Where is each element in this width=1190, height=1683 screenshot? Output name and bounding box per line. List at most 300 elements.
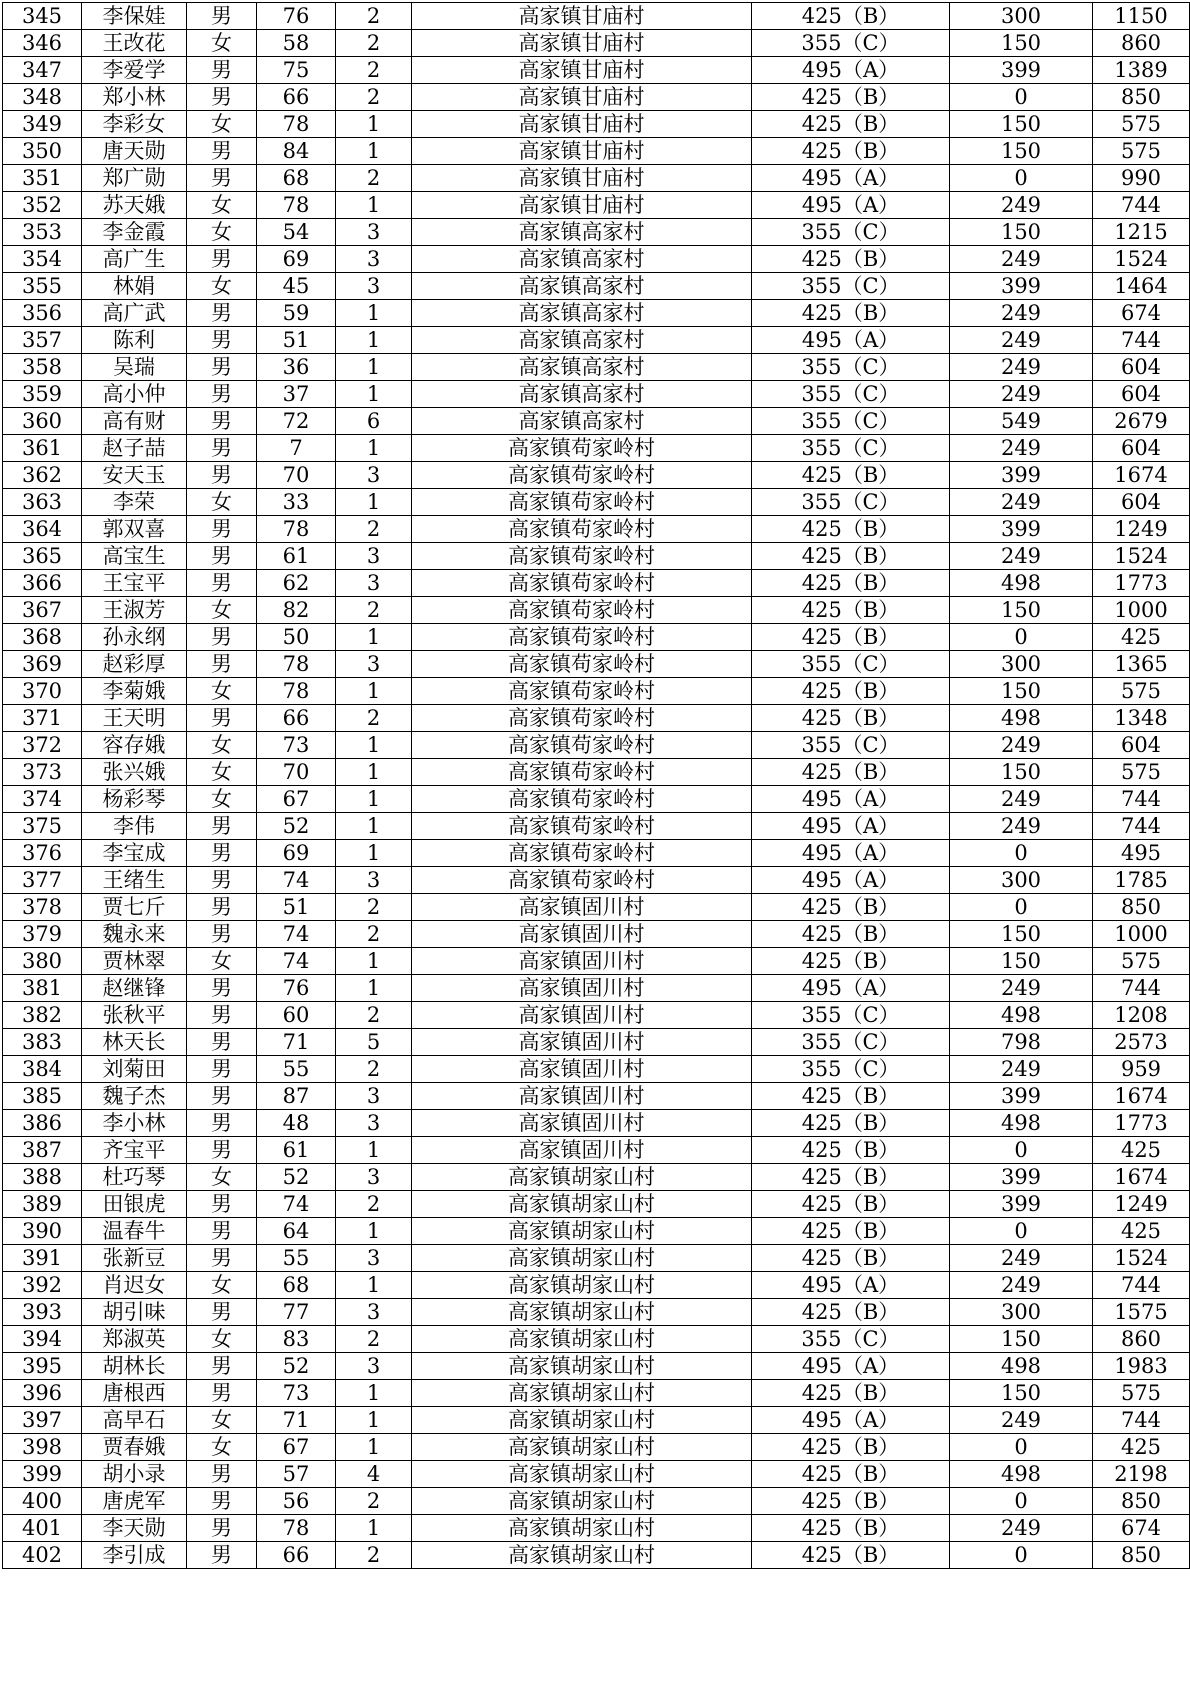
age-cell: 36 <box>257 354 336 381</box>
household-size-cell: 1 <box>336 1272 412 1299</box>
name-cell: 高广生 <box>82 246 187 273</box>
standard-cell: 425（B） <box>752 1218 950 1245</box>
total-cell: 850 <box>1093 894 1190 921</box>
table-row <box>3 1542 1190 1569</box>
household-size-cell: 2 <box>336 1326 412 1353</box>
subsidy-cell: 150 <box>950 948 1093 975</box>
gender-cell: 男 <box>187 840 257 867</box>
subsidy-cell: 399 <box>950 1083 1093 1110</box>
row-number: 348 <box>3 84 82 111</box>
total-cell: 604 <box>1093 354 1190 381</box>
village-cell: 高家镇胡家山村 <box>412 1542 752 1569</box>
standard-cell: 495（A） <box>752 975 950 1002</box>
total-cell: 744 <box>1093 975 1190 1002</box>
household-size-cell: 1 <box>336 975 412 1002</box>
name-cell: 高有财 <box>82 408 187 435</box>
village-cell: 高家镇苟家岭村 <box>412 759 752 786</box>
village-cell: 高家镇苟家岭村 <box>412 543 752 570</box>
gender-cell: 女 <box>187 273 257 300</box>
age-cell: 56 <box>257 1488 336 1515</box>
gender-cell: 男 <box>187 1353 257 1380</box>
total-cell: 575 <box>1093 1380 1190 1407</box>
table-row <box>3 1326 1190 1353</box>
total-cell: 1674 <box>1093 1083 1190 1110</box>
standard-cell: 425（B） <box>752 894 950 921</box>
gender-cell: 男 <box>187 543 257 570</box>
row-number: 363 <box>3 489 82 516</box>
age-cell: 55 <box>257 1056 336 1083</box>
age-cell: 78 <box>257 192 336 219</box>
subsidy-cell: 249 <box>950 354 1093 381</box>
village-cell: 高家镇甘庙村 <box>412 30 752 57</box>
table-row <box>3 192 1190 219</box>
gender-cell: 男 <box>187 327 257 354</box>
total-cell: 1000 <box>1093 921 1190 948</box>
age-cell: 52 <box>257 813 336 840</box>
row-number: 359 <box>3 381 82 408</box>
standard-cell: 425（B） <box>752 705 950 732</box>
household-size-cell: 3 <box>336 273 412 300</box>
table-row <box>3 165 1190 192</box>
row-number: 360 <box>3 408 82 435</box>
total-cell: 1365 <box>1093 651 1190 678</box>
village-cell: 高家镇胡家山村 <box>412 1407 752 1434</box>
total-cell: 1773 <box>1093 570 1190 597</box>
age-cell: 69 <box>257 840 336 867</box>
total-cell: 990 <box>1093 165 1190 192</box>
row-number: 351 <box>3 165 82 192</box>
table-row <box>3 1137 1190 1164</box>
total-cell: 1215 <box>1093 219 1190 246</box>
standard-cell: 355（C） <box>752 1002 950 1029</box>
table-row <box>3 1056 1190 1083</box>
subsidy-cell: 0 <box>950 840 1093 867</box>
name-cell: 唐天勋 <box>82 138 187 165</box>
standard-cell: 495（A） <box>752 813 950 840</box>
standard-cell: 425（B） <box>752 462 950 489</box>
row-number: 389 <box>3 1191 82 1218</box>
household-size-cell: 2 <box>336 57 412 84</box>
gender-cell: 男 <box>187 138 257 165</box>
household-size-cell: 2 <box>336 30 412 57</box>
name-cell: 田银虎 <box>82 1191 187 1218</box>
age-cell: 64 <box>257 1218 336 1245</box>
table-row <box>3 273 1190 300</box>
village-cell: 高家镇苟家岭村 <box>412 867 752 894</box>
age-cell: 70 <box>257 462 336 489</box>
subsidy-cell: 249 <box>950 246 1093 273</box>
age-cell: 52 <box>257 1164 336 1191</box>
age-cell: 60 <box>257 1002 336 1029</box>
table-row <box>3 1272 1190 1299</box>
name-cell: 孙永纲 <box>82 624 187 651</box>
gender-cell: 男 <box>187 1056 257 1083</box>
name-cell: 李爱学 <box>82 57 187 84</box>
subsidy-cell: 249 <box>950 489 1093 516</box>
household-size-cell: 2 <box>336 1002 412 1029</box>
subsidy-cell: 399 <box>950 462 1093 489</box>
gender-cell: 女 <box>187 192 257 219</box>
table-row <box>3 894 1190 921</box>
total-cell: 495 <box>1093 840 1190 867</box>
total-cell: 575 <box>1093 948 1190 975</box>
village-cell: 高家镇高家村 <box>412 219 752 246</box>
name-cell: 魏永来 <box>82 921 187 948</box>
village-cell: 高家镇胡家山村 <box>412 1164 752 1191</box>
row-number: 365 <box>3 543 82 570</box>
standard-cell: 425（B） <box>752 1083 950 1110</box>
household-size-cell: 2 <box>336 894 412 921</box>
name-cell: 杜巧琴 <box>82 1164 187 1191</box>
village-cell: 高家镇固川村 <box>412 1110 752 1137</box>
total-cell: 425 <box>1093 1137 1190 1164</box>
name-cell: 李荣 <box>82 489 187 516</box>
household-size-cell: 1 <box>336 840 412 867</box>
row-number: 385 <box>3 1083 82 1110</box>
row-number: 394 <box>3 1326 82 1353</box>
subsidy-cell: 150 <box>950 678 1093 705</box>
total-cell: 604 <box>1093 732 1190 759</box>
table-row <box>3 1083 1190 1110</box>
total-cell: 850 <box>1093 1488 1190 1515</box>
household-size-cell: 2 <box>336 597 412 624</box>
village-cell: 高家镇苟家岭村 <box>412 651 752 678</box>
household-size-cell: 3 <box>336 1164 412 1191</box>
household-size-cell: 2 <box>336 84 412 111</box>
total-cell: 1000 <box>1093 597 1190 624</box>
household-size-cell: 2 <box>336 1056 412 1083</box>
standard-cell: 355（C） <box>752 1056 950 1083</box>
standard-cell: 355（C） <box>752 273 950 300</box>
village-cell: 高家镇固川村 <box>412 1056 752 1083</box>
total-cell: 744 <box>1093 327 1190 354</box>
total-cell: 1389 <box>1093 57 1190 84</box>
village-cell: 高家镇甘庙村 <box>412 192 752 219</box>
standard-cell: 355（C） <box>752 435 950 462</box>
table-row <box>3 1164 1190 1191</box>
row-number: 358 <box>3 354 82 381</box>
total-cell: 575 <box>1093 759 1190 786</box>
age-cell: 74 <box>257 1191 336 1218</box>
name-cell: 高早石 <box>82 1407 187 1434</box>
name-cell: 肖迟女 <box>82 1272 187 1299</box>
standard-cell: 425（B） <box>752 1245 950 1272</box>
table-row <box>3 219 1190 246</box>
gender-cell: 男 <box>187 1002 257 1029</box>
table-row <box>3 678 1190 705</box>
row-number: 368 <box>3 624 82 651</box>
row-number: 369 <box>3 651 82 678</box>
village-cell: 高家镇胡家山村 <box>412 1380 752 1407</box>
household-size-cell: 3 <box>336 246 412 273</box>
subsidy-cell: 498 <box>950 1353 1093 1380</box>
household-size-cell: 1 <box>336 138 412 165</box>
standard-cell: 425（B） <box>752 84 950 111</box>
standard-cell: 425（B） <box>752 1110 950 1137</box>
name-cell: 李菊娥 <box>82 678 187 705</box>
name-cell: 齐宝平 <box>82 1137 187 1164</box>
age-cell: 70 <box>257 759 336 786</box>
household-size-cell: 2 <box>336 705 412 732</box>
gender-cell: 男 <box>187 1029 257 1056</box>
name-cell: 苏天娥 <box>82 192 187 219</box>
village-cell: 高家镇苟家岭村 <box>412 516 752 543</box>
row-number: 346 <box>3 30 82 57</box>
village-cell: 高家镇高家村 <box>412 300 752 327</box>
table-row <box>3 1353 1190 1380</box>
table-row <box>3 840 1190 867</box>
village-cell: 高家镇固川村 <box>412 975 752 1002</box>
subsidy-cell: 0 <box>950 1137 1093 1164</box>
name-cell: 赵继锋 <box>82 975 187 1002</box>
age-cell: 76 <box>257 975 336 1002</box>
name-cell: 李宝成 <box>82 840 187 867</box>
household-size-cell: 1 <box>336 759 412 786</box>
age-cell: 71 <box>257 1029 336 1056</box>
household-size-cell: 1 <box>336 624 412 651</box>
standard-cell: 425（B） <box>752 1515 950 1542</box>
household-size-cell: 6 <box>336 408 412 435</box>
village-cell: 高家镇固川村 <box>412 894 752 921</box>
table-row <box>3 111 1190 138</box>
standard-cell: 425（B） <box>752 624 950 651</box>
village-cell: 高家镇苟家岭村 <box>412 732 752 759</box>
gender-cell: 男 <box>187 1542 257 1569</box>
standard-cell: 355（C） <box>752 732 950 759</box>
total-cell: 1348 <box>1093 705 1190 732</box>
standard-cell: 495（A） <box>752 327 950 354</box>
standard-cell: 425（B） <box>752 1164 950 1191</box>
subsidy-cell: 150 <box>950 219 1093 246</box>
table-row <box>3 543 1190 570</box>
subsidy-cell: 498 <box>950 570 1093 597</box>
table-row <box>3 30 1190 57</box>
row-number: 400 <box>3 1488 82 1515</box>
age-cell: 73 <box>257 1380 336 1407</box>
standard-cell: 425（B） <box>752 543 950 570</box>
name-cell: 郑广勋 <box>82 165 187 192</box>
household-size-cell: 5 <box>336 1029 412 1056</box>
subsidy-cell: 249 <box>950 1272 1093 1299</box>
age-cell: 68 <box>257 165 336 192</box>
gender-cell: 男 <box>187 435 257 462</box>
gender-cell: 男 <box>187 57 257 84</box>
total-cell: 1773 <box>1093 1110 1190 1137</box>
name-cell: 李引成 <box>82 1542 187 1569</box>
name-cell: 唐根西 <box>82 1380 187 1407</box>
household-size-cell: 1 <box>336 948 412 975</box>
gender-cell: 男 <box>187 705 257 732</box>
standard-cell: 495（A） <box>752 165 950 192</box>
name-cell: 李天勋 <box>82 1515 187 1542</box>
village-cell: 高家镇苟家岭村 <box>412 489 752 516</box>
row-number: 402 <box>3 1542 82 1569</box>
age-cell: 83 <box>257 1326 336 1353</box>
row-number: 393 <box>3 1299 82 1326</box>
subsidy-cell: 150 <box>950 1326 1093 1353</box>
village-cell: 高家镇苟家岭村 <box>412 678 752 705</box>
age-cell: 67 <box>257 786 336 813</box>
village-cell: 高家镇胡家山村 <box>412 1218 752 1245</box>
row-number: 386 <box>3 1110 82 1137</box>
age-cell: 72 <box>257 408 336 435</box>
age-cell: 59 <box>257 300 336 327</box>
name-cell: 郑小林 <box>82 84 187 111</box>
name-cell: 安天玉 <box>82 462 187 489</box>
standard-cell: 495（A） <box>752 1272 950 1299</box>
subsidy-cell: 150 <box>950 1380 1093 1407</box>
table-row <box>3 759 1190 786</box>
name-cell: 贾七斤 <box>82 894 187 921</box>
table-row <box>3 57 1190 84</box>
total-cell: 1674 <box>1093 1164 1190 1191</box>
gender-cell: 女 <box>187 948 257 975</box>
gender-cell: 男 <box>187 921 257 948</box>
subsidy-cell: 798 <box>950 1029 1093 1056</box>
table-row <box>3 408 1190 435</box>
subsidy-cell: 150 <box>950 759 1093 786</box>
subsidy-cell: 0 <box>950 84 1093 111</box>
name-cell: 高广武 <box>82 300 187 327</box>
age-cell: 78 <box>257 651 336 678</box>
standard-cell: 495（A） <box>752 786 950 813</box>
household-size-cell: 1 <box>336 327 412 354</box>
name-cell: 胡引味 <box>82 1299 187 1326</box>
gender-cell: 男 <box>187 1110 257 1137</box>
subsidy-cell: 0 <box>950 1542 1093 1569</box>
name-cell: 吴瑞 <box>82 354 187 381</box>
age-cell: 62 <box>257 570 336 597</box>
standard-cell: 425（B） <box>752 138 950 165</box>
table-row <box>3 813 1190 840</box>
age-cell: 78 <box>257 111 336 138</box>
subsidy-cell: 0 <box>950 624 1093 651</box>
table-row <box>3 381 1190 408</box>
table-row <box>3 462 1190 489</box>
village-cell: 高家镇苟家岭村 <box>412 705 752 732</box>
name-cell: 李彩女 <box>82 111 187 138</box>
gender-cell: 男 <box>187 165 257 192</box>
row-number: 396 <box>3 1380 82 1407</box>
age-cell: 71 <box>257 1407 336 1434</box>
gender-cell: 男 <box>187 1218 257 1245</box>
name-cell: 张秋平 <box>82 1002 187 1029</box>
standard-cell: 425（B） <box>752 678 950 705</box>
name-cell: 郭双喜 <box>82 516 187 543</box>
subsidy-cell: 249 <box>950 192 1093 219</box>
village-cell: 高家镇高家村 <box>412 246 752 273</box>
total-cell: 425 <box>1093 624 1190 651</box>
total-cell: 604 <box>1093 381 1190 408</box>
subsidy-cell: 249 <box>950 732 1093 759</box>
gender-cell: 男 <box>187 1245 257 1272</box>
gender-cell: 女 <box>187 489 257 516</box>
gender-cell: 男 <box>187 354 257 381</box>
total-cell: 1524 <box>1093 543 1190 570</box>
household-size-cell: 1 <box>336 678 412 705</box>
subsidy-cell: 150 <box>950 921 1093 948</box>
age-cell: 78 <box>257 516 336 543</box>
subsidy-cell: 498 <box>950 1461 1093 1488</box>
table-row <box>3 651 1190 678</box>
row-number: 383 <box>3 1029 82 1056</box>
row-number: 354 <box>3 246 82 273</box>
household-size-cell: 3 <box>336 543 412 570</box>
village-cell: 高家镇胡家山村 <box>412 1326 752 1353</box>
household-size-cell: 2 <box>336 165 412 192</box>
household-size-cell: 3 <box>336 1353 412 1380</box>
subsidy-cell: 249 <box>950 813 1093 840</box>
gender-cell: 男 <box>187 1461 257 1488</box>
total-cell: 604 <box>1093 435 1190 462</box>
subsidy-cell: 0 <box>950 165 1093 192</box>
household-size-cell: 1 <box>336 489 412 516</box>
row-number: 367 <box>3 597 82 624</box>
village-cell: 高家镇苟家岭村 <box>412 840 752 867</box>
gender-cell: 女 <box>187 111 257 138</box>
name-cell: 贾林翠 <box>82 948 187 975</box>
village-cell: 高家镇固川村 <box>412 1029 752 1056</box>
table-row <box>3 705 1190 732</box>
row-number: 372 <box>3 732 82 759</box>
gender-cell: 男 <box>187 570 257 597</box>
subsidy-cell: 249 <box>950 786 1093 813</box>
standard-cell: 425（B） <box>752 3 950 30</box>
subsidy-cell: 150 <box>950 597 1093 624</box>
subsidy-cell: 300 <box>950 1299 1093 1326</box>
table-row <box>3 975 1190 1002</box>
age-cell: 69 <box>257 246 336 273</box>
table-row <box>3 1488 1190 1515</box>
age-cell: 50 <box>257 624 336 651</box>
total-cell: 1785 <box>1093 867 1190 894</box>
village-cell: 高家镇苟家岭村 <box>412 570 752 597</box>
row-number: 366 <box>3 570 82 597</box>
standard-cell: 425（B） <box>752 921 950 948</box>
subsidy-cell: 300 <box>950 867 1093 894</box>
age-cell: 82 <box>257 597 336 624</box>
row-number: 345 <box>3 3 82 30</box>
age-cell: 78 <box>257 1515 336 1542</box>
row-number: 388 <box>3 1164 82 1191</box>
name-cell: 温春牛 <box>82 1218 187 1245</box>
row-number: 352 <box>3 192 82 219</box>
age-cell: 7 <box>257 435 336 462</box>
standard-cell: 425（B） <box>752 1542 950 1569</box>
village-cell: 高家镇固川村 <box>412 1083 752 1110</box>
age-cell: 66 <box>257 84 336 111</box>
name-cell: 李金霞 <box>82 219 187 246</box>
standard-cell: 425（B） <box>752 300 950 327</box>
household-size-cell: 3 <box>336 867 412 894</box>
subsidy-cell: 399 <box>950 516 1093 543</box>
household-size-cell: 2 <box>336 921 412 948</box>
gender-cell: 男 <box>187 381 257 408</box>
row-number: 371 <box>3 705 82 732</box>
age-cell: 67 <box>257 1434 336 1461</box>
table-row <box>3 1218 1190 1245</box>
village-cell: 高家镇甘庙村 <box>412 111 752 138</box>
row-number: 361 <box>3 435 82 462</box>
age-cell: 68 <box>257 1272 336 1299</box>
subsidy-cell: 249 <box>950 1407 1093 1434</box>
row-number: 347 <box>3 57 82 84</box>
subsidy-cell: 249 <box>950 435 1093 462</box>
table-row <box>3 84 1190 111</box>
household-size-cell: 3 <box>336 219 412 246</box>
row-number: 355 <box>3 273 82 300</box>
gender-cell: 男 <box>187 84 257 111</box>
